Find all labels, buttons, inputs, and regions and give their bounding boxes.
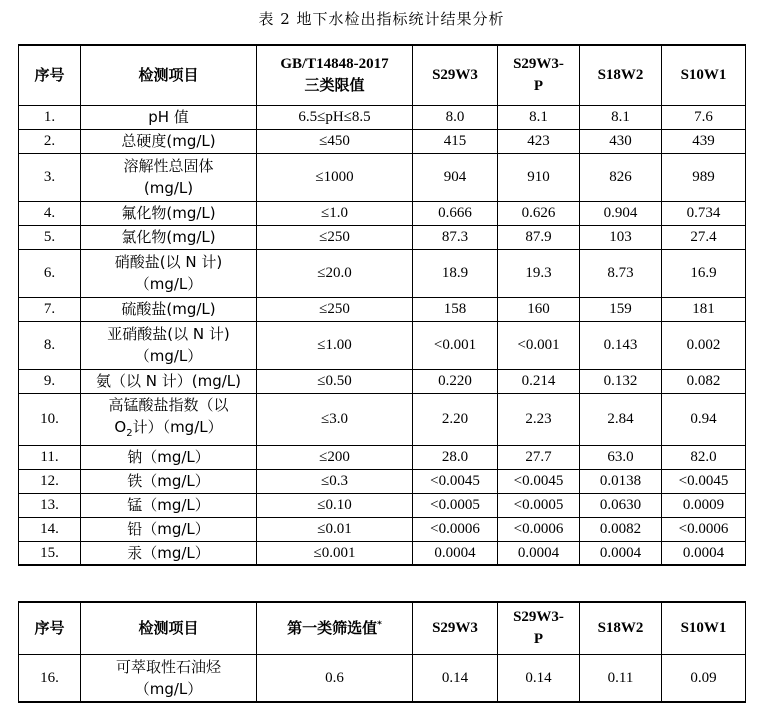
- cell-s29w3-p: <0.0006: [498, 517, 580, 541]
- cell-seq: 7.: [19, 297, 81, 321]
- cell-s10w1: 0.734: [662, 201, 746, 225]
- cell-seq: 11.: [19, 445, 81, 469]
- cell-seq: 3.: [19, 153, 81, 201]
- cell-limit: ≤1.00: [257, 321, 413, 369]
- cell-seq: 2.: [19, 129, 81, 153]
- table-row: [19, 225, 746, 249]
- cell-s10w1: 7.6: [662, 105, 746, 129]
- header-item: 检测项目: [81, 602, 257, 654]
- cell-s10w1: 16.9: [662, 249, 746, 297]
- cell-limit: ≤1000: [257, 153, 413, 201]
- cell-item-line1: 高锰酸盐指数（以: [108, 395, 229, 414]
- cell-s29w3: 0.666: [413, 201, 498, 225]
- header-seq: 序号: [19, 45, 81, 105]
- cell-s29w3-p: 0.214: [498, 369, 580, 393]
- cell-s18w2: 0.11: [580, 654, 662, 702]
- cell-s18w2: 0.904: [580, 201, 662, 225]
- cell-seq: 4.: [19, 201, 81, 225]
- table-row: [19, 153, 746, 201]
- header-s10w1: S10W1: [662, 602, 746, 654]
- cell-s18w2: 8.73: [580, 249, 662, 297]
- cell-item-line1: 可萃取性石油烃: [115, 657, 221, 676]
- header-s29w3: S29W3: [413, 602, 498, 654]
- cell-s29w3-p: 910: [498, 153, 580, 201]
- table-row: [19, 654, 746, 702]
- cell-s29w3-p: <0.0005: [498, 493, 580, 517]
- cell-item: 铅（mg/L）: [81, 517, 257, 541]
- cell-seq: 10.: [19, 393, 81, 445]
- header-limit-line1: GB/T14848-2017: [280, 56, 389, 73]
- cell-item: 氯化物(mg/L): [81, 225, 257, 249]
- cell-s10w1: <0.0006: [662, 517, 746, 541]
- cell-s10w1: 0.94: [662, 393, 746, 445]
- header-row: [19, 45, 746, 105]
- cell-item: 钠（mg/L）: [81, 445, 257, 469]
- cell-seq: 1.: [19, 105, 81, 129]
- cell-limit: ≤0.001: [257, 541, 413, 565]
- cell-seq: 14.: [19, 517, 81, 541]
- cell-s10w1: 0.082: [662, 369, 746, 393]
- header-limit-line2: 三类限值: [304, 78, 365, 95]
- cell-s29w3: <0.0045: [413, 469, 498, 493]
- table-caption: 表 2 地下水检出指标统计结果分析: [258, 10, 505, 28]
- cell-seq: 15.: [19, 541, 81, 565]
- header-s29w3-p: [498, 602, 580, 654]
- cell-limit: ≤0.10: [257, 493, 413, 517]
- cell-s18w2: 0.0138: [580, 469, 662, 493]
- cell-s29w3-p: <0.0045: [498, 469, 580, 493]
- cell-item: [81, 654, 257, 702]
- cell-s18w2: 2.84: [580, 393, 662, 445]
- cell-seq: 16.: [19, 654, 81, 702]
- cell-s18w2: 430: [580, 129, 662, 153]
- cell-s18w2: 103: [580, 225, 662, 249]
- cell-s10w1: <0.0045: [662, 469, 746, 493]
- header-s29w3-p-line1: S29W3-: [513, 56, 564, 73]
- cell-s29w3: 158: [413, 297, 498, 321]
- table-row: [19, 541, 746, 565]
- cell-limit: ≤20.0: [257, 249, 413, 297]
- cell-seq: 6.: [19, 249, 81, 297]
- header-s18w2: S18W2: [580, 45, 662, 105]
- header-limit: [257, 602, 413, 654]
- cell-item-line2: (mg/L): [143, 179, 194, 197]
- cell-item: 铁（mg/L）: [81, 469, 257, 493]
- cell-s29w3: <0.001: [413, 321, 498, 369]
- cell-item: [81, 393, 257, 445]
- cell-s29w3-p: 8.1: [498, 105, 580, 129]
- cell-item: 汞（mg/L）: [81, 541, 257, 565]
- cell-limit: ≤450: [257, 129, 413, 153]
- cell-s29w3-p: 87.9: [498, 225, 580, 249]
- cell-s29w3: 8.0: [413, 105, 498, 129]
- table-row: [19, 469, 746, 493]
- cell-seq: 5.: [19, 225, 81, 249]
- cell-item-line2-post: 计）（mg/L）: [132, 417, 223, 436]
- cell-limit: ≤0.01: [257, 517, 413, 541]
- header-s29w3-p-line2: P: [533, 78, 544, 95]
- cell-s29w3-p: 0.0004: [498, 541, 580, 565]
- cell-limit: ≤3.0: [257, 393, 413, 445]
- cell-s18w2: 0.0630: [580, 493, 662, 517]
- cell-s10w1: 0.002: [662, 321, 746, 369]
- cell-s18w2: 159: [580, 297, 662, 321]
- header-row: [19, 602, 746, 654]
- cell-limit: ≤200: [257, 445, 413, 469]
- cell-item: 总硬度(mg/L): [81, 129, 257, 153]
- header-seq: 序号: [19, 602, 81, 654]
- table-row: [19, 105, 746, 129]
- cell-s18w2: 0.0082: [580, 517, 662, 541]
- cell-limit: ≤0.50: [257, 369, 413, 393]
- cell-seq: 9.: [19, 369, 81, 393]
- cell-limit: 6.5≤pH≤8.5: [257, 105, 413, 129]
- cell-s29w3-p: 19.3: [498, 249, 580, 297]
- table-row: [19, 517, 746, 541]
- cell-item: [81, 153, 257, 201]
- cell-s18w2: 0.132: [580, 369, 662, 393]
- cell-item-line2-sub: 2: [126, 427, 133, 439]
- cell-s29w3: 28.0: [413, 445, 498, 469]
- cell-seq: 12.: [19, 469, 81, 493]
- cell-item-line2: （mg/L）: [134, 275, 203, 293]
- cell-s10w1: 989: [662, 153, 746, 201]
- cell-limit: ≤0.3: [257, 469, 413, 493]
- cell-s29w3: 0.0004: [413, 541, 498, 565]
- header-s10w1: S10W1: [662, 45, 746, 105]
- cell-s29w3: <0.0005: [413, 493, 498, 517]
- cell-item-line2-pre: O: [114, 417, 127, 436]
- table-row: [19, 445, 746, 469]
- cell-limit: 0.6: [257, 654, 413, 702]
- table-row: [19, 321, 746, 369]
- cell-s10w1: 27.4: [662, 225, 746, 249]
- cell-s18w2: 63.0: [580, 445, 662, 469]
- cell-s29w3-p: 27.7: [498, 445, 580, 469]
- cell-item-line2: （mg/L）: [134, 347, 203, 365]
- table-row: [19, 369, 746, 393]
- cell-item: 氨（以 N 计）(mg/L): [81, 369, 257, 393]
- header-s29w3: S29W3: [413, 45, 498, 105]
- cell-limit: ≤1.0: [257, 201, 413, 225]
- cell-item: [81, 249, 257, 297]
- cell-s29w3-p: <0.001: [498, 321, 580, 369]
- cell-item-line2: （mg/L）: [134, 679, 203, 698]
- cell-item-line1: 亚硝酸盐(以 N 计): [107, 325, 230, 343]
- table-row: [19, 393, 746, 445]
- cell-s29w3: 904: [413, 153, 498, 201]
- petroleum-hydrocarbon-table: [18, 601, 746, 703]
- cell-item-line1: 硝酸盐(以 N 计): [114, 253, 223, 271]
- cell-s29w3: 0.14: [413, 654, 498, 702]
- header-s29w3-p: [498, 45, 580, 105]
- cell-s29w3-p: 0.626: [498, 201, 580, 225]
- cell-s29w3: 0.220: [413, 369, 498, 393]
- table-row: [19, 201, 746, 225]
- header-s18w2: S18W2: [580, 602, 662, 654]
- cell-s10w1: 181: [662, 297, 746, 321]
- cell-item: 硫酸盐(mg/L): [81, 297, 257, 321]
- cell-s29w3-p: 0.14: [498, 654, 580, 702]
- cell-s18w2: 8.1: [580, 105, 662, 129]
- cell-seq: 8.: [19, 321, 81, 369]
- cell-s29w3: 18.9: [413, 249, 498, 297]
- cell-s29w3: <0.0006: [413, 517, 498, 541]
- table-row: [19, 129, 746, 153]
- header-s29w3-p-line1: S29W3-: [513, 609, 564, 626]
- cell-item-line1: 溶解性总固体: [123, 157, 214, 175]
- cell-s10w1: 0.0009: [662, 493, 746, 517]
- cell-s10w1: 0.0004: [662, 541, 746, 565]
- cell-item: 锰（mg/L）: [81, 493, 257, 517]
- cell-item: [81, 321, 257, 369]
- header-limit-text: 第一类筛选值: [287, 619, 378, 638]
- cell-s29w3: 415: [413, 129, 498, 153]
- cell-s18w2: 826: [580, 153, 662, 201]
- cell-s18w2: 0.0004: [580, 541, 662, 565]
- cell-s10w1: 82.0: [662, 445, 746, 469]
- table-row: [19, 297, 746, 321]
- cell-s29w3: 87.3: [413, 225, 498, 249]
- cell-s18w2: 0.143: [580, 321, 662, 369]
- cell-s29w3-p: 423: [498, 129, 580, 153]
- cell-s29w3-p: 2.23: [498, 393, 580, 445]
- groundwater-indicator-table: [18, 44, 746, 566]
- cell-s10w1: 439: [662, 129, 746, 153]
- header-limit: [257, 45, 413, 105]
- table-row: [19, 249, 746, 297]
- cell-item-line2: [83, 416, 254, 445]
- table-row: [19, 493, 746, 517]
- cell-item: pH 值: [81, 105, 257, 129]
- cell-limit: ≤250: [257, 297, 413, 321]
- header-s29w3-p-line2: P: [533, 631, 544, 648]
- cell-limit: ≤250: [257, 225, 413, 249]
- header-item: 检测项目: [81, 45, 257, 105]
- header-limit-footnote-mark: *: [377, 620, 382, 631]
- cell-seq: 13.: [19, 493, 81, 517]
- cell-item: 氟化物(mg/L): [81, 201, 257, 225]
- cell-s10w1: 0.09: [662, 654, 746, 702]
- cell-s29w3-p: 160: [498, 297, 580, 321]
- cell-s29w3: 2.20: [413, 393, 498, 445]
